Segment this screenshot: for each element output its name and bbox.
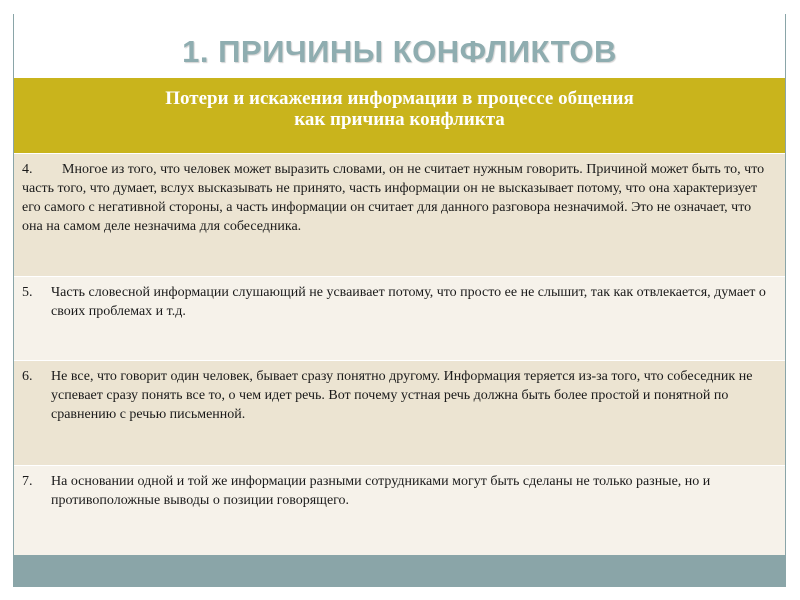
table-row xyxy=(14,153,785,276)
footer-bar xyxy=(14,555,785,587)
causes-table xyxy=(14,78,785,555)
row-number: 6. xyxy=(22,369,33,384)
row-number: 5. xyxy=(22,285,33,300)
row-text: На основании одной и той же информации разными сотрудниками могут быть сделаны не только разные, но и противоположные выводы о позиции говорящего. xyxy=(51,474,711,508)
title-area xyxy=(14,14,785,78)
table-row xyxy=(14,465,785,555)
row-number: 7. xyxy=(22,474,33,489)
table-header xyxy=(14,78,785,153)
table-header-text: Потери и искажения информации в процессе общения как причина конфликта xyxy=(165,88,634,130)
row-number: 4. xyxy=(22,162,33,177)
row-text: Многое из того, что человек может выразить словами, он не считает нужным говорить. Причиной может быть то, что часть того, что думает, вслух высказывать не принято, часть информации он не высказывает потому, что она характеризует его самого с негативной стороны, а часть информации он считает для данного разговора незначимой. Это не означает, что она на самом деле незначима для собеседника. xyxy=(22,162,765,234)
row-text: Не все, что говорит один человек, бывает сразу понятно другому. Информация теряется из-за того, что собеседник не успевает сразу понять все то, о чем идет речь. Вот почему устная речь должна быть более простой и понятной по сравнению с речью письменной. xyxy=(51,369,753,422)
row-text: Часть словесной информации слушающий не усваивает потому, что просто ее не слышит, так как отвлекается, думает о своих проблемах и т.д. xyxy=(51,285,766,319)
table-row xyxy=(14,276,785,360)
slide-title: 1. ПРИЧИНЫ КОНФЛИКТОВ xyxy=(182,34,617,69)
table-row xyxy=(14,360,785,465)
